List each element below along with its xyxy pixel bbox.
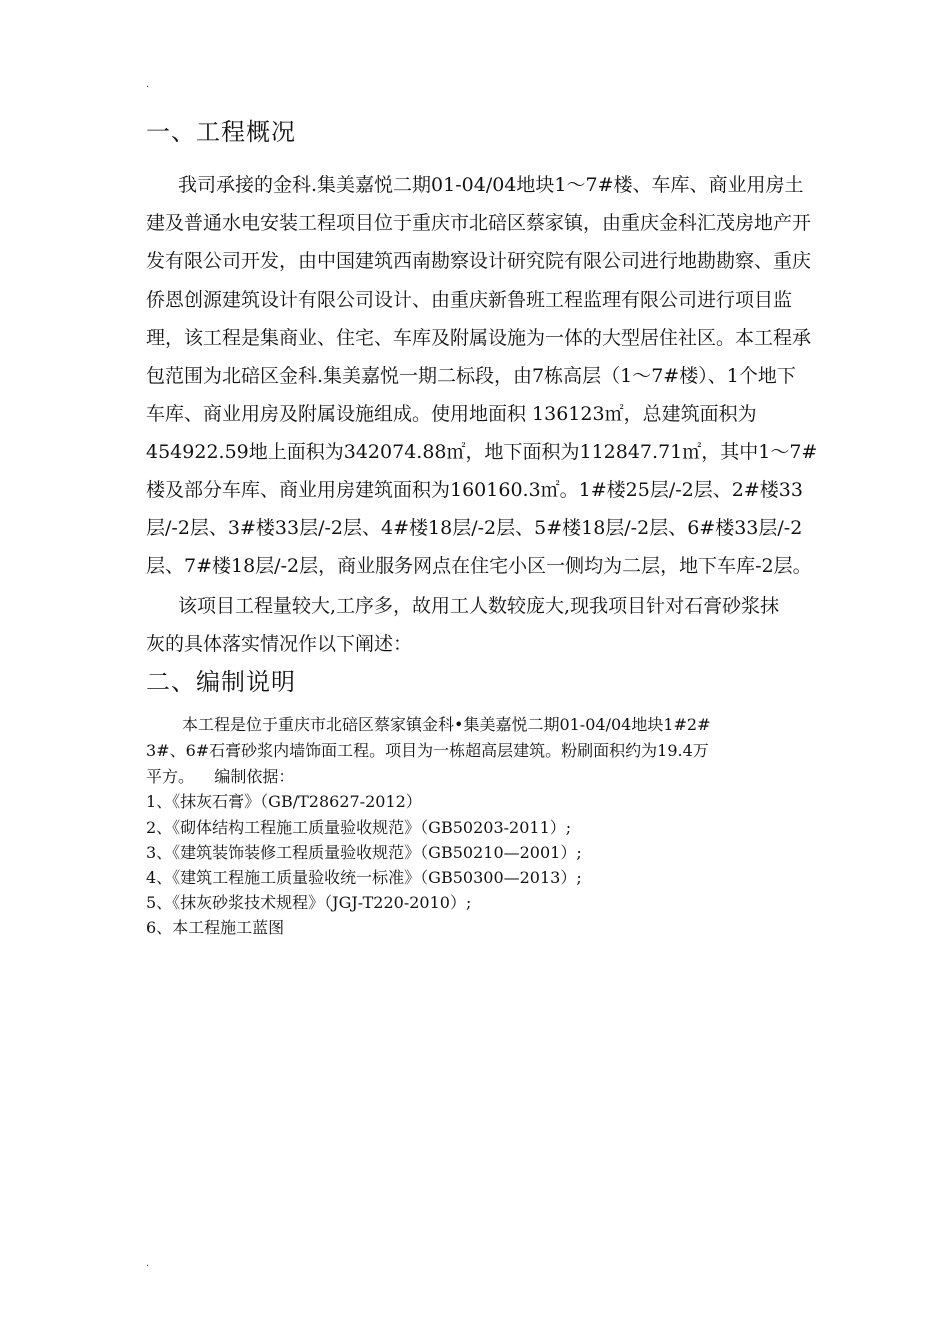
- section2-heading: 二、编制说明: [146, 668, 296, 696]
- text-line: 454922.59地上面积为342074.88㎡，地下面积为112847.71㎡，其中1～7#: [146, 441, 818, 463]
- text-line: 3#、6#石膏砂浆内墙饰面工程。项目为一栋超高层建筑。粉刷面积约为19.4万: [146, 741, 709, 760]
- text-line: 发有限公司开发，由中国建筑西南勘察设计研究院有限公司进行地勘勘察、重庆: [146, 250, 812, 272]
- basis-item: 3、《建筑装饰装修工程质量验收规范》（GB50210—2001）;: [146, 843, 582, 862]
- text-line: 楼及部分车库、商业用房建筑面积为160160.3㎡。1#楼25层/-2层、2#楼33: [146, 479, 803, 501]
- text-line: 我司承接的金科.集美嘉悦二期01-04/04地块1～7#楼、车库、商业用房土: [178, 174, 804, 196]
- text-line: 侨恩创源建筑设计有限公司设计、由重庆新鲁班工程监理有限公司进行项目监: [146, 289, 793, 311]
- basis-item: 5、《抹灰砂浆技术规程》（JGJ-T220-2010）;: [146, 893, 472, 912]
- basis-item: 6、本工程施工蓝图: [146, 918, 285, 937]
- text-line: 包范围为北碚区金科.集美嘉悦一期二标段，由7栋高层（1～7#楼）、1个地下: [146, 365, 796, 387]
- section1-heading: 一、工程概况: [146, 118, 296, 146]
- text-line: 该项目工程量较大,工序多，故用工人数较庞大,现我项目针对石膏砂浆抹: [178, 595, 780, 617]
- text-line: 层、7#楼18层/-2层，商业服务网点在住宅小区一侧均为二层，地下车库-2层。: [146, 555, 812, 577]
- basis-item: 4、《建筑工程施工质量验收统一标准》（GB50300—2013）;: [146, 868, 582, 887]
- text-line: 层/-2层、3#楼33层/-2层、4#楼18层/-2层、5#楼18层/-2层、6#楼33层/-2: [146, 517, 803, 539]
- text-line: 建及普通水电安装工程项目位于重庆市北碚区蔡家镇，由重庆金科汇茂房地产开: [146, 212, 812, 234]
- text-line: 本工程是位于重庆市北碚区蔡家镇金科•集美嘉悦二期01-04/04地块1#2#: [182, 715, 711, 734]
- text-line: 平方。 编制依据：: [146, 767, 295, 786]
- bottom-page-mark: .: [146, 1258, 150, 1269]
- top-page-mark: .: [146, 79, 150, 90]
- basis-item: 2、《砌体结构工程施工质量验收规范》（GB50203-2011）;: [146, 818, 572, 837]
- text-line: 车库、商业用房及附属设施组成。使用地面积 136123㎡，总建筑面积为: [146, 403, 757, 425]
- basis-item: 1、《抹灰石膏》（GB/T28627-2012）: [146, 792, 422, 811]
- text-line: 理，该工程是集商业、住宅、车库及附属设施为一体的大型居住社区。本工程承: [146, 327, 812, 349]
- text-line: 灰的具体落实情况作以下阐述：: [146, 633, 413, 655]
